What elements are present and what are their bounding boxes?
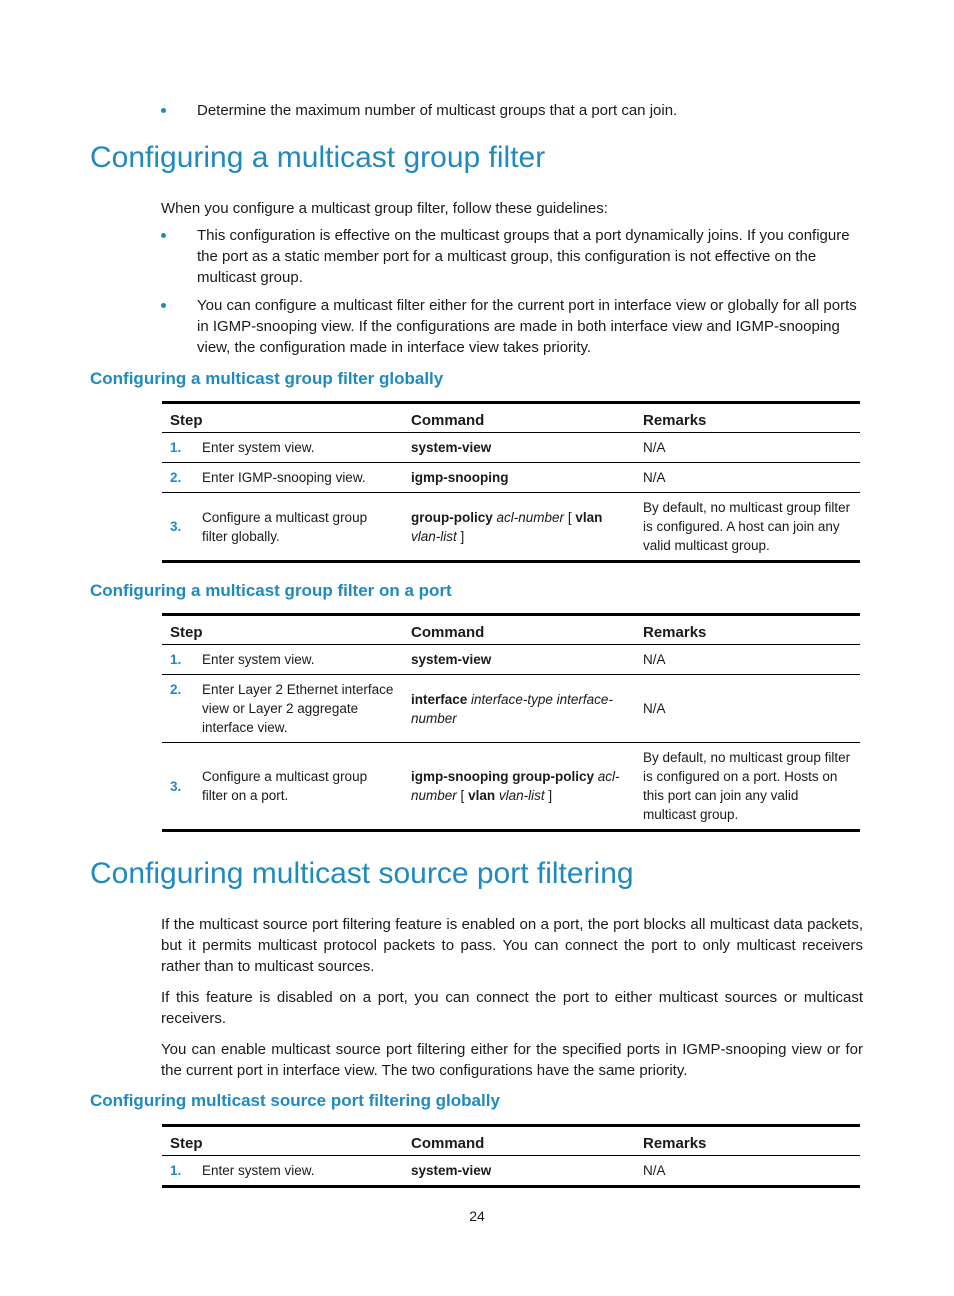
table-row — [162, 433, 860, 463]
command-keyword: igmp-snooping group-policy — [411, 769, 594, 784]
table-header — [162, 403, 860, 433]
table-header — [162, 1126, 860, 1156]
step-description: Enter Layer 2 Ethernet interface view or Layer 2 aggregate interface view. — [194, 675, 403, 743]
steps-table-source-port-filter — [162, 1124, 860, 1188]
guideline-bullet — [161, 225, 866, 288]
table-row — [162, 463, 860, 493]
step-remarks: By default, no multicast group filter is configured on a port. Hosts on this port can join any valid multicast group. — [635, 743, 860, 831]
step-command — [403, 433, 635, 463]
bracket-close: ] — [548, 788, 553, 803]
command-keyword: vlan — [575, 509, 603, 525]
header-remarks: Remarks — [635, 615, 860, 645]
step-number: 2. — [162, 463, 194, 493]
section-title: Configuring a multicast group filter — [90, 141, 546, 174]
bullet-icon — [161, 303, 166, 308]
step-command — [403, 675, 635, 743]
step-command — [403, 645, 635, 675]
header-step: Step — [162, 615, 403, 645]
bullet-icon — [161, 233, 166, 238]
command-arg: interface-type interface-number — [411, 691, 613, 726]
command-arg: vlan-list — [498, 788, 545, 803]
table-header — [162, 615, 860, 645]
table-row — [162, 743, 860, 831]
step-remarks: N/A — [635, 463, 860, 493]
command-keyword: system-view — [411, 1163, 492, 1178]
subsection-title: Configuring multicast source port filtering globally — [90, 1091, 500, 1110]
command-keyword: igmp-snooping — [411, 470, 509, 485]
bracket-open: [ — [460, 788, 465, 803]
steps-table-global-filter — [162, 401, 860, 563]
header-step: Step — [162, 1126, 403, 1156]
step-number: 1. — [162, 433, 194, 463]
intro-bullet — [161, 100, 866, 121]
subsection-title: Configuring a multicast group filter globally — [90, 369, 444, 388]
step-number: 2. — [162, 675, 194, 743]
bullet-icon — [161, 108, 166, 113]
bullet-text: This configuration is effective on the multicast groups that a port dynamically joins. If you configure the port as a static member port for a multicast group, this configuration is not effective on the multicast group. — [197, 227, 850, 286]
table-row — [162, 1156, 860, 1187]
step-description: Enter system view. — [194, 1156, 403, 1187]
paragraph: If this feature is disabled on a port, you can connect the port to either multicast sources or multicast receivers. — [161, 989, 863, 1027]
command-keyword: interface — [411, 691, 468, 707]
command-keyword: group-policy — [411, 509, 493, 525]
paragraph: If the multicast source port filtering feature is enabled on a port, the port blocks all multicast data packets, but it permits multicast protocol packets to pass. You can connect the port to only multicast receivers rather than to multicast sources. — [161, 916, 863, 975]
bracket-open: [ — [567, 509, 572, 525]
step-description: Enter system view. — [194, 645, 403, 675]
table-row — [162, 675, 860, 743]
header-command: Command — [403, 1126, 635, 1156]
command-arg: acl-number — [411, 769, 620, 803]
step-number: 3. — [162, 743, 194, 831]
section-title: Configuring multicast source port filtering — [90, 857, 634, 890]
step-description: Enter system view. — [194, 433, 403, 463]
step-remarks: N/A — [635, 675, 860, 743]
step-command — [403, 493, 635, 562]
step-remarks: N/A — [635, 433, 860, 463]
command-keyword: system-view — [411, 440, 492, 455]
command-keyword: system-view — [411, 652, 492, 667]
step-description: Enter IGMP-snooping view. — [194, 463, 403, 493]
step-command — [403, 743, 635, 831]
step-remarks: By default, no multicast group filter is configured. A host can join any valid multicast group. — [635, 493, 860, 562]
table-row — [162, 493, 860, 562]
header-command: Command — [403, 615, 635, 645]
step-command — [403, 1156, 635, 1187]
guideline-bullet — [161, 295, 866, 358]
section-lead: When you configure a multicast group filter, follow these guidelines: — [161, 200, 608, 217]
steps-table-port-filter — [162, 613, 860, 832]
step-description: Configure a multicast group filter on a port. — [194, 743, 403, 831]
page-number: 24 — [469, 1208, 485, 1224]
command-arg: acl-number — [496, 509, 565, 525]
bullet-text: You can configure a multicast filter either for the current port in interface view or globally for all ports in IGMP-snooping view. If the configurations are made in both interface view and IGMP-snooping view, the configuration made in interface view takes priority. — [197, 297, 857, 356]
paragraph: You can enable multicast source port filtering either for the specified ports in IGMP-snooping view or for the current port in interface view. The two configurations have the same priority. — [161, 1041, 863, 1079]
step-number: 1. — [162, 645, 194, 675]
header-command: Command — [403, 403, 635, 433]
header-remarks: Remarks — [635, 403, 860, 433]
header-step: Step — [162, 403, 403, 433]
step-command — [403, 463, 635, 493]
bullet-text: Determine the maximum number of multicast groups that a port can join. — [197, 102, 678, 119]
bracket-close: ] — [460, 528, 465, 544]
step-number: 1. — [162, 1156, 194, 1187]
step-number: 3. — [162, 493, 194, 562]
step-remarks: N/A — [635, 1156, 860, 1187]
command-arg: vlan-list — [411, 528, 457, 544]
table-row — [162, 645, 860, 675]
command-keyword: vlan — [468, 788, 496, 803]
step-remarks: N/A — [635, 645, 860, 675]
step-description: Configure a multicast group filter globally. — [194, 493, 403, 562]
subsection-title: Configuring a multicast group filter on a port — [90, 581, 452, 600]
header-remarks: Remarks — [635, 1126, 860, 1156]
